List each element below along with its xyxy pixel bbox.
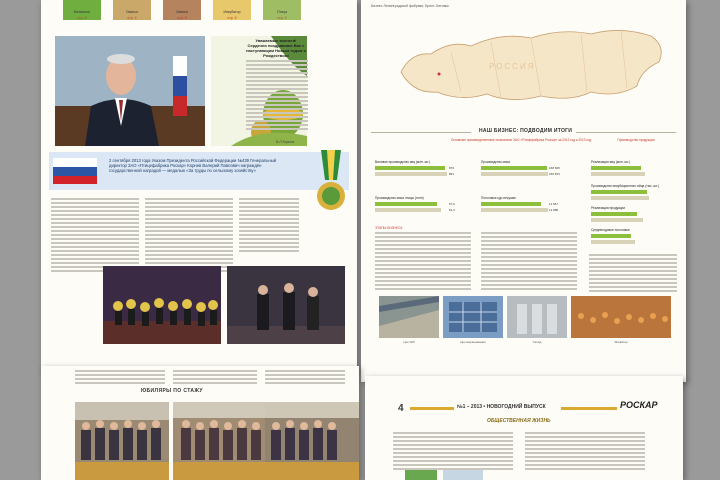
topic-link[interactable]: стр. 2 — [277, 16, 287, 20]
issue-label: №1 – 2013 • НОВОГОДНИЙ ВЫПУСК — [457, 404, 546, 410]
topic-label: Инкубатор — [223, 10, 241, 14]
article-column — [51, 198, 139, 274]
bar-2013 — [375, 202, 437, 206]
greeting-title: Уважаемые коллеги! Сердечно поздравляю Вас с наступающим Новым годом и Рождеством! — [246, 38, 306, 58]
photo-thumb — [405, 470, 437, 480]
section-title: НАШ БИЗНЕС: ПОДВОДИМ ИТОГИ — [479, 128, 573, 134]
topic-label: Свиньи — [175, 10, 189, 14]
bar-2012 — [591, 172, 645, 176]
bar-value: 61,3 — [449, 208, 455, 212]
header-rule — [561, 407, 617, 410]
bar-2012 — [481, 208, 548, 212]
divider — [371, 132, 471, 133]
article-column — [265, 370, 345, 386]
bar-2012 — [375, 208, 441, 212]
topic-label: Молочное — [73, 10, 91, 14]
bar-label: Производство инкубационного яйца (тыс. шт.) — [591, 184, 659, 188]
photo-caption: Цех №5 — [403, 340, 415, 344]
bar-2013 — [591, 190, 647, 194]
russia-flag-icon — [53, 158, 97, 184]
article-column — [375, 232, 471, 292]
newsletter-page-1 — [41, 0, 357, 372]
award-text: 2 сентября 2013 года Указом Президента Российской Федерации №439 Генеральный директор ЗАО «Птицефабрика Роскар» Корнев Валерий Павлович награждён государственной наградой — медалью «За труды по сельскому хозяйству» — [109, 158, 277, 173]
bar-label: Производство мяса птицы (тонн) — [375, 196, 424, 200]
bar-2012 — [481, 172, 548, 176]
bar-value: 169 873 — [549, 172, 560, 176]
farm-photo — [379, 296, 439, 338]
bar-2012 — [591, 196, 649, 200]
bar-2013 — [481, 166, 547, 170]
photo-thumb — [443, 470, 483, 480]
bar-value: 11 547 — [549, 202, 558, 206]
bar-label: Поголовье кур-несушек — [481, 196, 516, 200]
article-column — [75, 370, 165, 386]
topic-label: Птица — [276, 10, 288, 14]
bar-label: Реализация яиц (млн. шт.) — [591, 160, 631, 164]
ceremony-photo — [103, 266, 221, 344]
award-photo — [227, 266, 345, 344]
bar-2012 — [591, 240, 635, 244]
bar-2012 — [375, 172, 447, 176]
farm-photo — [443, 296, 503, 338]
bar-value: 12 880 — [549, 208, 559, 212]
bar-2013 — [591, 234, 631, 238]
bar-2013 — [375, 166, 445, 170]
bar-2013 — [481, 202, 541, 206]
newsletter-page-3 — [41, 366, 359, 480]
article-column — [525, 432, 645, 472]
article-column — [145, 198, 233, 274]
director-portrait — [55, 36, 205, 146]
medal-icon — [313, 150, 349, 230]
stats-caption-right: Производство продукции — [617, 138, 655, 142]
section-title: ОБЩЕСТВЕННАЯ ЖИЗНЬ — [487, 418, 551, 424]
bar-2012 — [591, 218, 643, 222]
photo-caption: Элеватор — [614, 340, 628, 344]
topic-link[interactable]: стр. 6 — [227, 16, 237, 20]
masthead-logo: РОСКАР — [620, 400, 658, 410]
article-column — [481, 232, 577, 292]
bar-2013 — [591, 166, 641, 170]
page-number: 4 — [398, 403, 404, 414]
bar-value: 891 — [449, 172, 455, 176]
section-title: ЮБИЛЯРЫ ПО СТАЖУ — [141, 388, 203, 394]
topic-label: Свиньи — [125, 10, 139, 14]
bar-value: 870 — [449, 166, 455, 170]
bar-label: Реализация продукции — [591, 206, 626, 210]
stats-caption: Основные производственные показатели ЗАО «Птицефабрика Роскар» за 2012 год и 2013 год — [450, 138, 592, 142]
group-photo — [75, 402, 169, 480]
bar-2013 — [591, 212, 637, 216]
greeting-text — [246, 60, 308, 132]
topic-link[interactable]: стр. 4 — [127, 16, 137, 20]
bar-label: Валовое производство яиц (млн. шт.) — [375, 160, 431, 164]
greeting-signature: В.Л.Корлов — [276, 140, 295, 144]
divider — [576, 132, 676, 133]
article-column — [173, 370, 257, 386]
farm-photo — [507, 296, 567, 338]
bar-label: Производство мяса — [481, 160, 510, 164]
farm-photo — [571, 296, 671, 338]
article-column — [393, 432, 513, 472]
topic-link[interactable]: стр. 8 — [77, 16, 87, 20]
photo-caption: Склад — [532, 340, 542, 344]
map-country-label: РОССИЯ — [489, 62, 536, 71]
group-photo — [265, 402, 359, 480]
bar-value: 168 605 — [549, 166, 560, 170]
article-column — [239, 198, 299, 254]
text-heading: ЭТАПЫ БИЗНЕСА — [375, 226, 403, 230]
newsletter-page-4 — [365, 376, 683, 480]
header-rule — [410, 407, 454, 410]
bar-label: Среднегодовое поголовье — [591, 228, 630, 232]
bar-value: 57,6 — [449, 202, 455, 206]
group-photo — [173, 402, 267, 480]
newsletter-page-2 — [361, 0, 686, 382]
award-banner — [49, 152, 349, 190]
topic-link[interactable]: стр. 9 — [177, 16, 187, 20]
photo-caption: Цех выращивания — [460, 340, 486, 344]
article-column — [589, 254, 677, 294]
map-header: Бизнес Ленинградской фабрики, Брест-Литовск — [371, 4, 449, 8]
